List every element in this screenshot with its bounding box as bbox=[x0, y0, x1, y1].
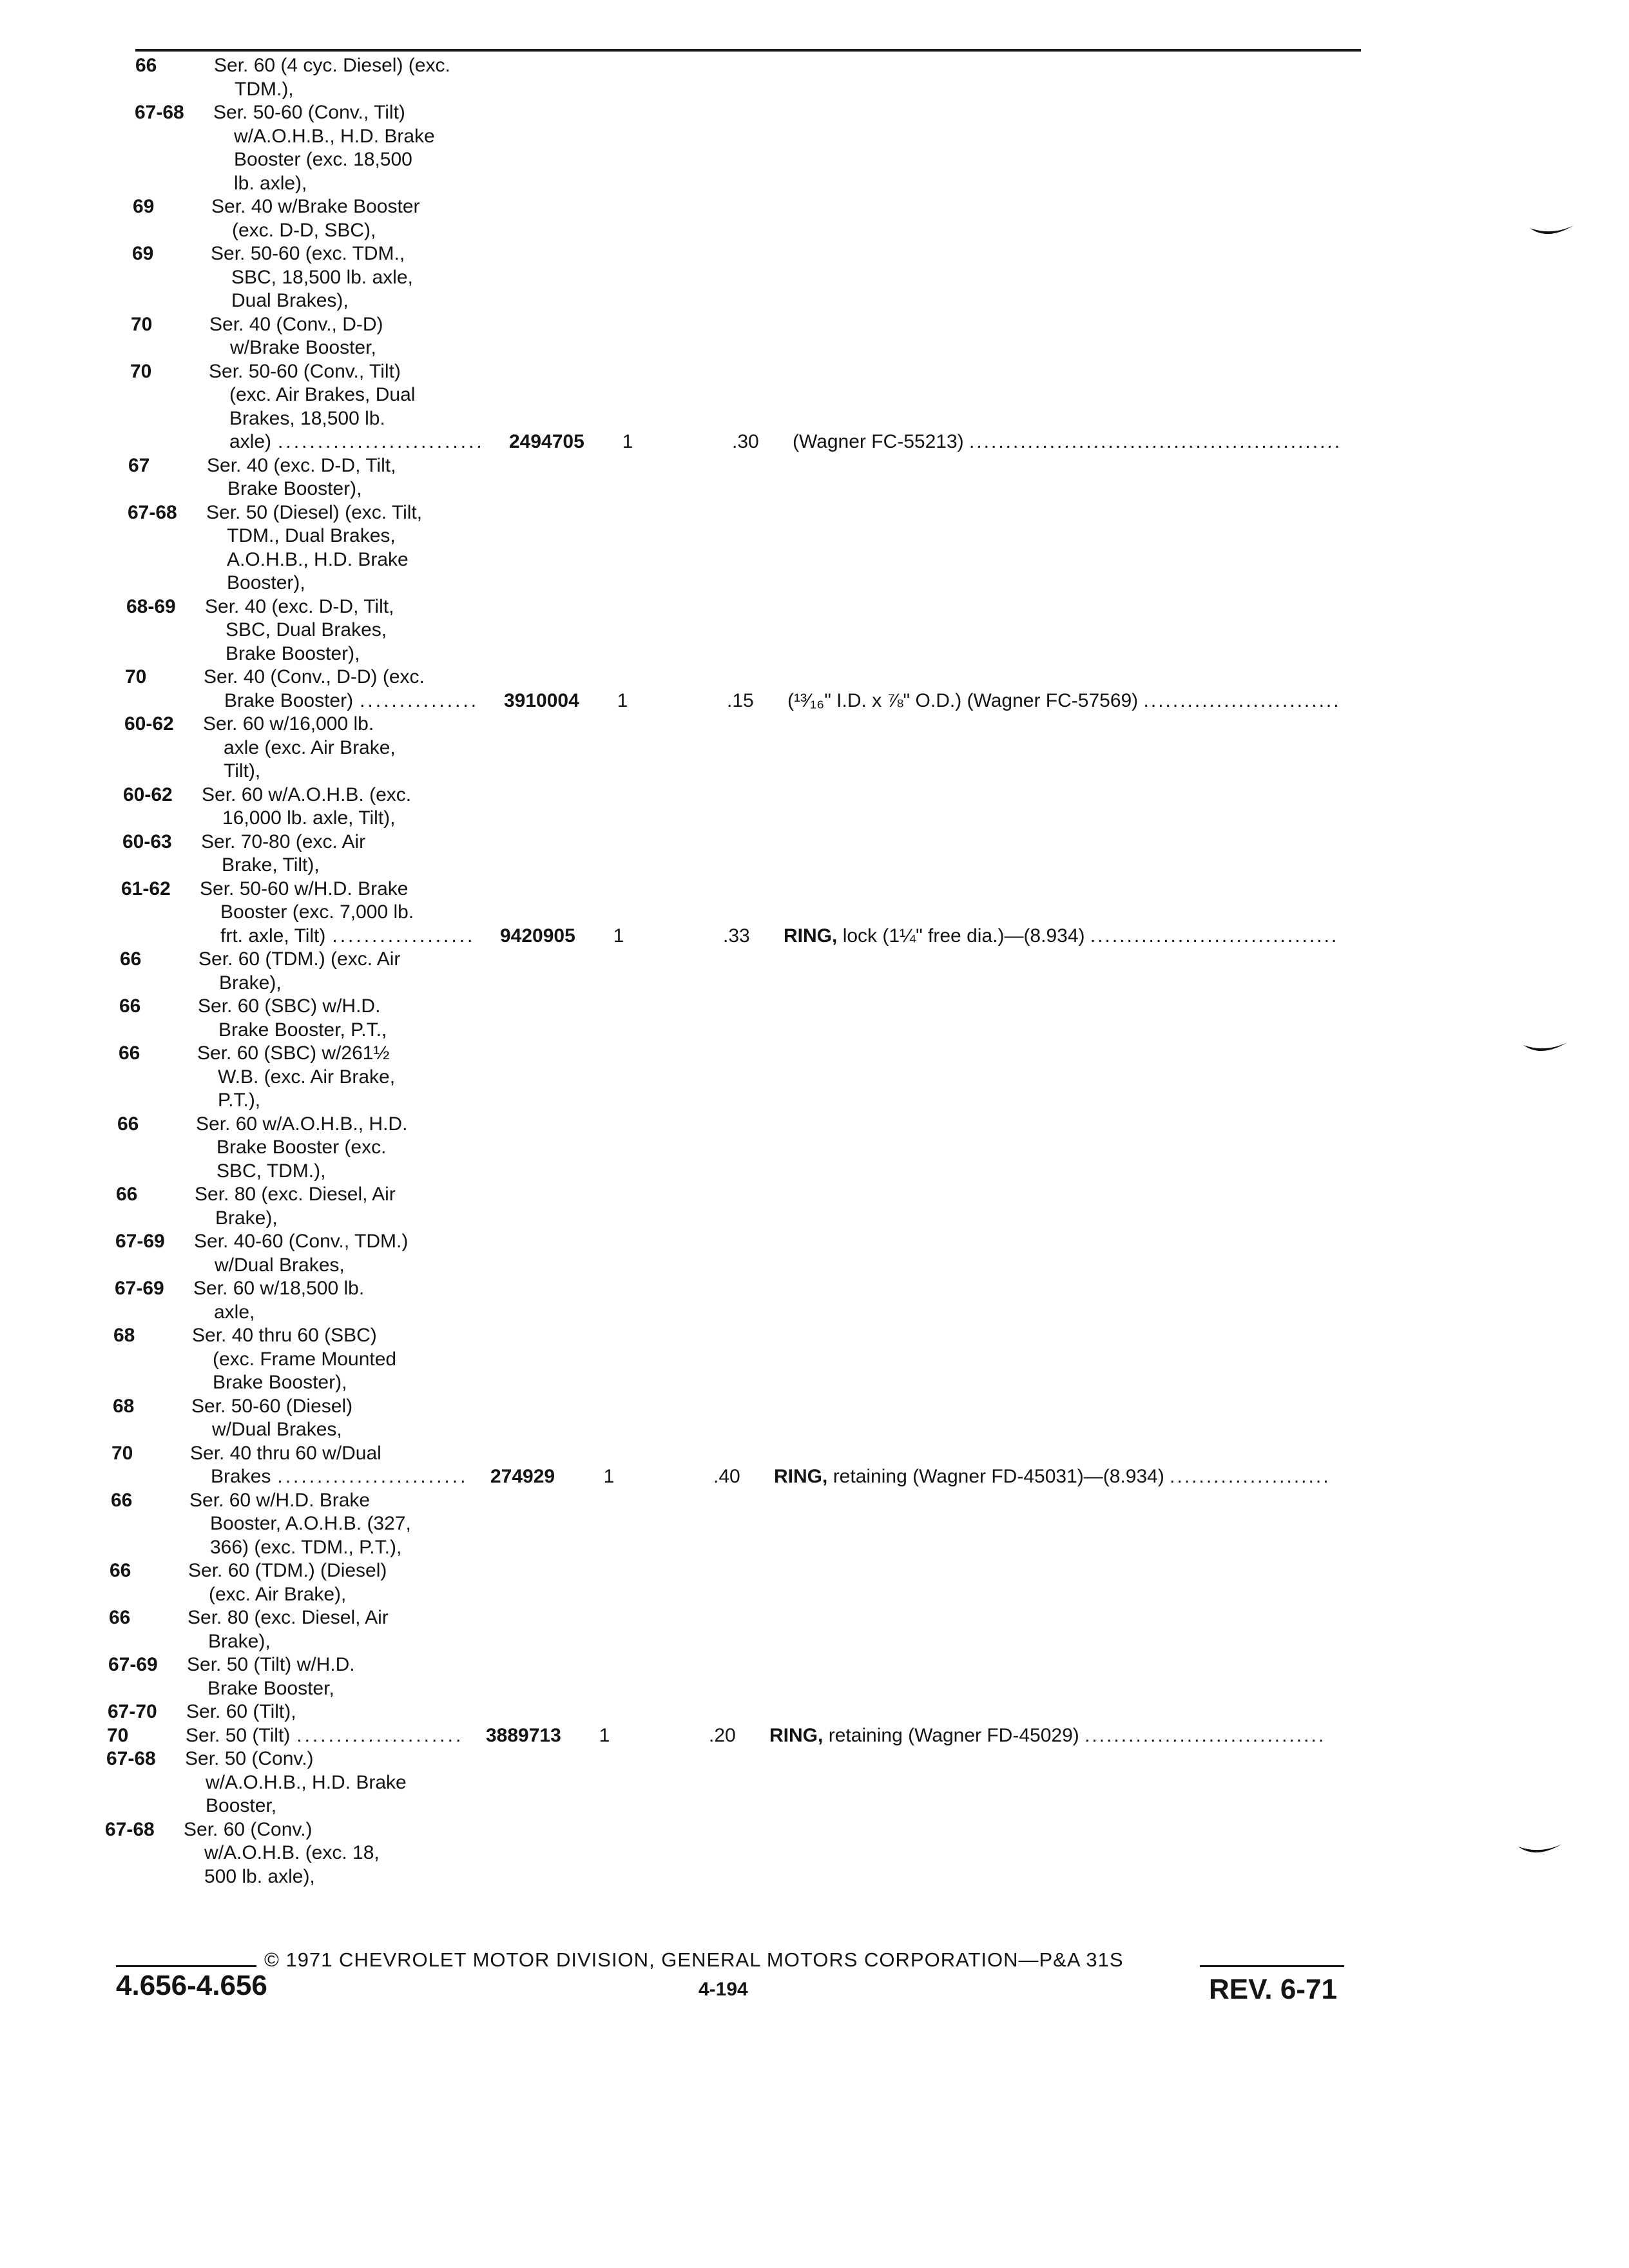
part-application bbox=[0, 1724, 1629, 1746]
application-line: Ser. 50-60 (exc. TDM., bbox=[211, 243, 405, 264]
application-text bbox=[213, 101, 435, 195]
description-keyword: RING, bbox=[769, 1724, 824, 1746]
model-years: 70 bbox=[125, 666, 147, 687]
application-line: Ser. 50 (Tilt) w/H.D. bbox=[187, 1654, 355, 1675]
model-years: 67-69 bbox=[115, 1278, 164, 1299]
footer-rule-right bbox=[1200, 1965, 1344, 1967]
dot-leader: ........................ bbox=[277, 1466, 468, 1487]
application-line: Ser. 60 (TDM.) (exc. Air bbox=[198, 948, 401, 970]
dot-leader: .................. bbox=[332, 925, 476, 947]
application-text bbox=[214, 54, 450, 101]
application-line: Ser. 50-60 w/H.D. Brake bbox=[200, 878, 409, 899]
part-application bbox=[0, 1324, 1629, 1393]
application-text bbox=[203, 713, 396, 783]
application-line: Ser. 50-60 (Conv., Tilt) bbox=[213, 102, 405, 123]
part-number: 2494705 bbox=[509, 431, 584, 452]
part-application bbox=[0, 783, 1629, 829]
application-line: Brake), bbox=[208, 1630, 271, 1652]
footer-page-number: 4-194 bbox=[699, 1979, 748, 2000]
application-line: Brakes bbox=[211, 1466, 271, 1487]
application-line: Brake, Tilt), bbox=[222, 854, 320, 876]
application-line: Ser. 50 (Conv.) bbox=[185, 1748, 314, 1769]
model-years: 67-68 bbox=[135, 102, 184, 123]
part-description bbox=[787, 689, 1341, 713]
price: .20 bbox=[709, 1724, 736, 1746]
model-years: 67-68 bbox=[105, 1818, 155, 1840]
application-line: axle) bbox=[229, 431, 272, 452]
part-application bbox=[0, 878, 1629, 947]
price: .30 bbox=[732, 431, 759, 452]
application-line: Booster, bbox=[206, 1795, 277, 1816]
application-line: Brake Booster (exc. bbox=[217, 1137, 387, 1158]
part-application bbox=[0, 995, 1629, 1041]
model-years: 67 bbox=[128, 454, 150, 476]
part-application bbox=[0, 1747, 1629, 1816]
model-years: 66 bbox=[117, 1113, 139, 1135]
application-line: Brake Booster), bbox=[213, 1372, 347, 1393]
application-text bbox=[198, 995, 387, 1042]
application-line: w/A.O.H.B., H.D. Brake bbox=[206, 1771, 407, 1793]
dot-leader: ................................. bbox=[1084, 1724, 1326, 1746]
application-line: lb. axle), bbox=[234, 172, 307, 194]
description-text: (¹³⁄₁₆" I.D. x ⅞" O.D.) (Wagner FC-57569) bbox=[787, 689, 1139, 711]
application-line: Booster (exc. 7,000 lb. bbox=[220, 901, 414, 923]
application-line: axle (exc. Air Brake, bbox=[224, 736, 396, 758]
application-line: Brake), bbox=[215, 1207, 278, 1229]
model-years: 70 bbox=[111, 1442, 133, 1464]
model-years: 67-68 bbox=[128, 501, 177, 523]
application-line: (exc. Frame Mounted bbox=[213, 1348, 397, 1370]
application-text bbox=[189, 1489, 411, 1560]
application-text bbox=[206, 501, 422, 595]
model-years: 66 bbox=[119, 995, 141, 1017]
application-line: Dual Brakes), bbox=[231, 290, 349, 311]
application-text bbox=[207, 454, 396, 501]
application-line: Ser. 40 (Conv., D-D) bbox=[209, 313, 383, 335]
dot-leader: ..................... bbox=[296, 1724, 464, 1746]
model-years: 67-70 bbox=[108, 1701, 157, 1722]
application-text bbox=[198, 948, 400, 995]
application-line: Ser. 50-60 (Conv., Tilt) bbox=[209, 360, 401, 382]
application-line: Brake Booster) bbox=[224, 689, 354, 711]
description-keyword: RING, bbox=[784, 925, 838, 947]
footer-copyright: © 1971 CHEVROLET MOTOR DIVISION, GENERAL MOTORS CORPORATION—P&A 31S bbox=[264, 1948, 1124, 1971]
application-line: Booster (exc. 18,500 bbox=[234, 149, 412, 170]
model-years: 68 bbox=[113, 1325, 135, 1346]
model-years: 61-62 bbox=[121, 878, 171, 899]
check-mark-icon bbox=[1528, 222, 1575, 240]
model-years: 67-68 bbox=[106, 1748, 156, 1769]
application-text bbox=[194, 1230, 408, 1277]
application-line: Brake Booster), bbox=[227, 478, 362, 499]
part-application bbox=[0, 1042, 1629, 1111]
application-line: SBC, 18,500 lb. axle, bbox=[231, 266, 413, 288]
application-text bbox=[184, 1818, 380, 1889]
application-line: Ser. 60 (SBC) w/261½ bbox=[197, 1043, 390, 1064]
model-years: 69 bbox=[132, 243, 154, 264]
part-application bbox=[0, 1442, 1629, 1487]
application-line: Ser. 40 (exc. D-D, Tilt, bbox=[205, 595, 394, 617]
part-description bbox=[774, 1465, 1331, 1489]
quantity: 1 bbox=[613, 925, 624, 947]
check-mark-icon bbox=[1522, 1039, 1568, 1057]
model-years: 60-62 bbox=[123, 783, 173, 805]
application-line: axle, bbox=[214, 1301, 255, 1323]
part-application bbox=[0, 54, 1629, 100]
part-application bbox=[0, 948, 1629, 994]
price: .40 bbox=[713, 1466, 740, 1487]
part-application bbox=[0, 595, 1629, 664]
part-application bbox=[0, 1395, 1629, 1440]
application-line: W.B. (exc. Air Brake, bbox=[218, 1066, 396, 1088]
part-number: 3889713 bbox=[486, 1724, 561, 1746]
part-application bbox=[0, 454, 1629, 499]
application-text bbox=[196, 1113, 407, 1184]
application-text bbox=[193, 1277, 364, 1324]
model-years: 66 bbox=[120, 948, 142, 970]
application-line: Ser. 60 w/A.O.H.B., H.D. bbox=[196, 1113, 408, 1135]
application-text bbox=[185, 1747, 407, 1818]
application-text bbox=[188, 1606, 389, 1653]
dot-leader: ............... bbox=[360, 689, 479, 711]
model-years: 66 bbox=[116, 1184, 138, 1205]
model-years: 68-69 bbox=[126, 595, 176, 617]
application-text bbox=[195, 1183, 396, 1230]
application-line: Ser. 60 (SBC) w/H.D. bbox=[198, 995, 381, 1017]
model-years: 69 bbox=[133, 196, 155, 217]
model-years: 70 bbox=[130, 360, 152, 382]
model-years: 66 bbox=[109, 1607, 131, 1628]
model-years: 66 bbox=[119, 1043, 140, 1064]
dot-leader: ........................... bbox=[1143, 689, 1341, 711]
part-application bbox=[0, 1230, 1629, 1276]
model-years: 66 bbox=[135, 55, 157, 76]
part-application bbox=[0, 242, 1629, 311]
model-years: 60-63 bbox=[122, 831, 172, 852]
application-line: Booster), bbox=[227, 572, 305, 593]
part-application bbox=[0, 1277, 1629, 1323]
application-line: Brake Booster), bbox=[226, 642, 360, 664]
part-application bbox=[0, 1183, 1629, 1229]
description-text: lock (1¼" free dia.)—(8.934) bbox=[842, 925, 1085, 947]
quantity: 1 bbox=[617, 689, 628, 711]
application-text bbox=[202, 783, 411, 831]
application-line: Ser. 60 (4 cyc. Diesel) (exc. bbox=[214, 55, 450, 76]
part-application bbox=[0, 1818, 1629, 1887]
part-number: 9420905 bbox=[500, 925, 575, 947]
application-text bbox=[186, 1724, 290, 1748]
application-text bbox=[211, 195, 420, 242]
application-line: TDM.), bbox=[235, 78, 294, 100]
part-application bbox=[0, 360, 1629, 452]
application-line: Ser. 60 (Conv.) bbox=[184, 1818, 313, 1840]
model-years: 66 bbox=[110, 1560, 131, 1581]
footer-rule-left bbox=[116, 1965, 256, 1967]
application-line: Ser. 80 (exc. Diesel, Air bbox=[195, 1184, 396, 1205]
part-application bbox=[0, 1559, 1629, 1605]
application-text bbox=[191, 1395, 352, 1442]
application-line: (exc. Air Brake), bbox=[209, 1583, 347, 1605]
application-text bbox=[187, 1653, 355, 1700]
application-line: Ser. 50-60 (Diesel) bbox=[191, 1395, 353, 1417]
application-line: SBC, Dual Brakes, bbox=[226, 619, 387, 640]
part-application bbox=[0, 1653, 1629, 1699]
application-line: (exc. D-D, SBC), bbox=[232, 219, 376, 241]
price: .15 bbox=[727, 689, 754, 711]
part-application bbox=[0, 831, 1629, 876]
dot-leader: ................................................... bbox=[969, 431, 1342, 452]
application-line: P.T.), bbox=[218, 1090, 261, 1111]
application-line: w/Dual Brakes, bbox=[212, 1419, 342, 1440]
application-text bbox=[192, 1324, 396, 1395]
part-number: 3910004 bbox=[504, 689, 579, 711]
footer-section-code: 4.656-4.656 bbox=[116, 1970, 267, 2001]
application-line: Ser. 40-60 (Conv., TDM.) bbox=[194, 1231, 409, 1252]
model-years: 67-69 bbox=[108, 1654, 158, 1675]
application-line: 366) (exc. TDM., P.T.), bbox=[210, 1536, 402, 1558]
part-description bbox=[784, 925, 1338, 948]
application-line: Brake Booster, bbox=[207, 1677, 334, 1699]
model-years: 70 bbox=[107, 1724, 129, 1746]
description-text: (Wagner FC-55213) bbox=[793, 431, 964, 452]
model-years: 66 bbox=[111, 1489, 133, 1511]
part-application bbox=[0, 1113, 1629, 1182]
part-application bbox=[0, 195, 1629, 241]
dot-leader: .................................. bbox=[1090, 925, 1339, 947]
application-line: Brakes, 18,500 lb. bbox=[229, 407, 385, 429]
application-line: w/Brake Booster, bbox=[230, 337, 376, 358]
application-line: Ser. 60 w/16,000 lb. bbox=[203, 713, 374, 735]
top-rule bbox=[135, 49, 1361, 52]
quantity: 1 bbox=[599, 1724, 610, 1746]
quantity: 1 bbox=[622, 431, 633, 452]
application-line: Ser. 80 (exc. Diesel, Air bbox=[188, 1607, 389, 1628]
part-application bbox=[0, 666, 1629, 711]
application-line: Ser. 60 w/A.O.H.B. (exc. bbox=[202, 783, 412, 805]
application-text bbox=[186, 1700, 296, 1724]
dot-leader: .......................... bbox=[278, 431, 485, 452]
part-application bbox=[0, 1700, 1629, 1722]
part-application bbox=[0, 501, 1629, 593]
application-line: Ser. 60 w/18,500 lb. bbox=[193, 1278, 365, 1299]
application-line: Ser. 40 (exc. D-D, Tilt, bbox=[207, 454, 396, 476]
description-text: retaining (Wagner FD-45029) bbox=[828, 1724, 1079, 1746]
application-line: 500 lb. axle), bbox=[204, 1865, 315, 1887]
application-text bbox=[188, 1559, 387, 1606]
application-line: w/A.O.H.B., H.D. Brake bbox=[234, 125, 435, 147]
price: .33 bbox=[723, 925, 750, 947]
application-line: Ser. 60 (TDM.) (Diesel) bbox=[188, 1560, 387, 1581]
part-number: 274929 bbox=[490, 1466, 555, 1487]
application-line: Ser. 50 (Tilt) bbox=[186, 1724, 291, 1746]
application-line: w/Dual Brakes, bbox=[215, 1254, 345, 1276]
application-text bbox=[211, 242, 413, 313]
application-line: Booster, A.O.H.B. (327, bbox=[210, 1513, 411, 1534]
part-application bbox=[0, 101, 1629, 194]
description-keyword: RING, bbox=[774, 1466, 828, 1487]
dot-leader: ...................... bbox=[1170, 1466, 1331, 1487]
application-line: Brake), bbox=[219, 972, 282, 994]
part-description bbox=[793, 430, 1342, 454]
application-line: Ser. 40 (Conv., D-D) (exc. bbox=[204, 666, 425, 687]
application-line: A.O.H.B., H.D. Brake bbox=[227, 548, 409, 570]
application-line: TDM., Dual Brakes, bbox=[227, 525, 396, 546]
part-application bbox=[0, 313, 1629, 358]
application-line: (exc. Air Brakes, Dual bbox=[229, 384, 416, 405]
quantity: 1 bbox=[603, 1466, 615, 1487]
part-description bbox=[769, 1724, 1325, 1748]
application-line: Ser. 40 w/Brake Booster bbox=[211, 196, 420, 217]
model-years: 70 bbox=[131, 313, 153, 335]
application-text bbox=[197, 1042, 395, 1113]
application-line: Ser. 70-80 (exc. Air bbox=[201, 831, 366, 852]
part-application bbox=[0, 1489, 1629, 1558]
check-mark-icon bbox=[1517, 1840, 1563, 1858]
part-application bbox=[0, 1606, 1629, 1652]
model-years: 68 bbox=[113, 1395, 135, 1417]
application-line: Brake Booster, P.T., bbox=[218, 1019, 387, 1041]
description-text: retaining (Wagner FD-45031)—(8.934) bbox=[833, 1466, 1164, 1487]
application-line: SBC, TDM.), bbox=[217, 1160, 326, 1182]
footer-revision: REV. 6-71 bbox=[1209, 1974, 1337, 2005]
application-line: Ser. 50 (Diesel) (exc. Tilt, bbox=[206, 501, 423, 523]
application-line: 16,000 lb. axle, Tilt), bbox=[222, 807, 396, 829]
model-years: 60-62 bbox=[124, 713, 174, 735]
part-application bbox=[0, 713, 1629, 782]
application-line: Ser. 40 thru 60 (SBC) bbox=[192, 1325, 377, 1346]
application-line: Ser. 60 (Tilt), bbox=[186, 1701, 296, 1722]
application-line: w/A.O.H.B. (exc. 18, bbox=[204, 1842, 380, 1863]
application-line: Ser. 60 w/H.D. Brake bbox=[189, 1489, 371, 1511]
application-line: frt. axle, Tilt) bbox=[220, 925, 326, 947]
application-line: Ser. 40 thru 60 w/Dual bbox=[190, 1442, 381, 1464]
application-text bbox=[209, 313, 383, 360]
model-years: 67-69 bbox=[115, 1231, 165, 1252]
application-text bbox=[205, 595, 394, 666]
application-text bbox=[201, 831, 365, 878]
application-line: Tilt), bbox=[224, 760, 261, 782]
